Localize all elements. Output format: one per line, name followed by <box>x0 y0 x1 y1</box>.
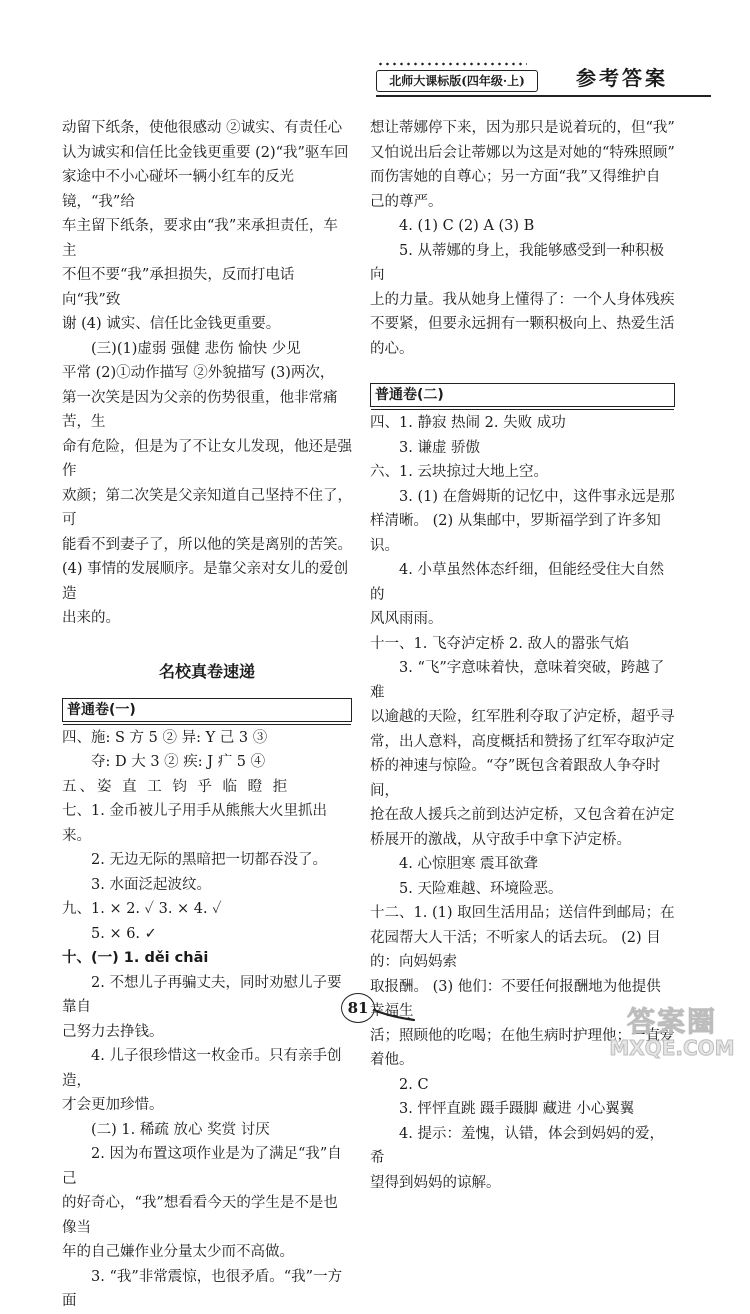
answer-line: 抢在敌人援兵之前到达泸定桥，又包含着在泸定 <box>370 807 675 823</box>
answer-line: 风风雨雨。 <box>370 611 443 627</box>
page-title: 参考答案 <box>576 66 668 90</box>
text-line: 车主留下纸条，要求由“我”来承担责任，车主 <box>62 218 338 259</box>
text-line: (4) 事情的发展顺序。是靠父亲对女儿的爱创造 <box>62 561 349 602</box>
text-line: 5. 从蒂娜的身上，我能够感受到一种积极向 <box>370 242 664 283</box>
answer-line: 3. 水面泛起波纹。 <box>91 876 211 893</box>
answer-line: 九、1. × 2. ✓ 3. × 4. ✓ <box>62 901 222 917</box>
answer-line: 4. 儿子很珍惜这一枚金币。只有亲手创造， <box>62 1048 342 1089</box>
answer-line: 活；照顾他的吃喝；在他生病时护理他；一直爱 <box>370 1027 675 1044</box>
text-line: 想让蒂娜停下来，因为那只是说着玩的，但“我” <box>370 120 675 136</box>
answer-line: 3. 谦虚 骄傲 <box>399 439 481 456</box>
page-number: 81 <box>341 993 375 1023</box>
text-line: 认为诚实和信任比金钱更重要 (2)“我”驱车回 <box>62 144 349 161</box>
text-line: 欢颜；第二次笑是父亲知道自己坚持不住了，可 <box>62 487 352 528</box>
answer-line: 七、1. 金币被儿子用手从熊熊大火里抓出来。 <box>62 803 327 844</box>
answer-line: 2. 不想儿子再骗丈夫，同时劝慰儿子要靠自 <box>62 974 342 1015</box>
answer-line: 4. 提示：羞愧，认错，体会到妈妈的爱，希 <box>370 1125 664 1166</box>
answer-line: 四、施: S 方 5 ② 异: Y 己 3 ③ <box>62 729 268 746</box>
answer-line: 才会更加珍惜。 <box>62 1097 164 1113</box>
answer-line: 4. 小草虽然体态纤细，但能经受住大自然的 <box>370 562 664 603</box>
answer-line: 5. × 6. ✓ <box>91 925 157 942</box>
watermark-logo <box>596 1000 748 1066</box>
left-column <box>62 116 352 1314</box>
text-line: 4. (1) C (2) A (3) B <box>399 218 535 234</box>
text-line: 能看不到妻子了，所以他的笑是离别的苦笑。 <box>62 536 352 553</box>
answer-line: 四、1. 静寂 热闹 2. 失败 成功 <box>370 415 566 431</box>
text-line: 第一次笑是因为父亲的伤势很重，他非常痛苦，生 <box>62 389 338 430</box>
answer-line: 5. 天险难越、环境险恶。 <box>399 880 563 897</box>
text-line: 上的力量。我从她身上懂得了：一个人身体残疾 <box>370 291 675 308</box>
text-line: (三)(1)虚弱 强健 悲伤 愉快 少见 <box>91 340 301 357</box>
answer-line: 桥的神速与惊险。“夺”既包含着跟敌人争夺时间， <box>370 758 661 799</box>
answer-line: 年的自己嫌作业分量太少而不高做。 <box>62 1244 294 1260</box>
exam-box-heading: 普通卷(二) <box>370 383 675 407</box>
answer-line: 3. “我”非常震惊，也很矛盾。“我”一方面 <box>62 1268 343 1309</box>
header-dots-decoration <box>377 61 527 67</box>
exam-box-heading: 普通卷(一) <box>62 698 352 722</box>
answer-line: 六、1. 云块掠过大地上空。 <box>370 464 548 480</box>
answer-line: 的好奇心，“我”想看看今天的学生是不是也像当 <box>62 1195 338 1236</box>
answer-line: 夺: D 大 3 ② 疾: J 疒 5 ④ <box>91 754 266 770</box>
answer-line: 望得到妈妈的谅解。 <box>370 1174 501 1191</box>
answer-line: 常，出人意料，高度概括和赞扬了红军夺取泸定 <box>370 733 675 750</box>
answer-line: 十、(一) 1. děi chāi <box>62 950 209 966</box>
edition-label: 北师大课标版(四年级·上) <box>376 70 538 92</box>
text-line: 平常 (2)①动作描写 ②外貌描写 (3)两次， <box>62 365 335 381</box>
text-line: 己的尊严。 <box>370 193 443 210</box>
answer-line: 3. “飞”字意味着快，意味着突破，跨越了难 <box>370 660 665 701</box>
text-line: 出来的。 <box>62 610 120 626</box>
text-line: 命有危险，但是为了不让女儿发现，他还是强作 <box>62 438 352 479</box>
answer-line: 以逾越的天险，红军胜利夺取了泸定桥，超乎寻 <box>370 709 675 725</box>
answer-line: 2. C <box>399 1076 429 1093</box>
answer-line: 着他。 <box>370 1052 414 1068</box>
answer-line: 十二、1. (1) 取回生活用品；送信件到邮局；在 <box>370 905 675 921</box>
text-line: 不要紧，但要永远拥有一颗积极向上、热爱生活 <box>370 316 675 332</box>
text-line: 的心。 <box>370 340 414 357</box>
section-heading: 名校真卷速递 <box>158 661 255 681</box>
answer-line: 取报酬。 (3) 他们：不要任何报酬地为他提供幸福生 <box>370 978 661 1019</box>
answer-line: 3. 怦怦直跳 蹑手蹑脚 藏进 小心翼翼 <box>399 1101 635 1117</box>
header-rule <box>376 95 711 97</box>
answer-line: 五、姿 直 工 钧 乎 临 瞪 拒 <box>62 778 291 795</box>
text-line: 家途中不小心碰坏一辆小红车的反光镜，“我”给 <box>62 169 294 210</box>
answer-line: 花园帮大人干活；不听家人的话去玩。 (2) 目的：向妈妈索 <box>370 929 661 970</box>
text-line: 而伤害她的自尊心；另一方面“我”又得维护自 <box>370 169 661 185</box>
pen-icon <box>372 1006 416 1022</box>
text-line: 谢 (4) 诚实、信任比金钱更重要。 <box>62 316 281 332</box>
answer-line: 己努力去挣钱。 <box>62 1023 164 1040</box>
text-line: 动留下纸条，使他很感动 ②诚实、有责任心 <box>62 120 343 136</box>
answer-line: 4. 心惊胆寒 震耳欲聋 <box>399 856 539 872</box>
answer-line: 3. (1) 在詹姆斯的记忆中，这件事永远是那 <box>399 488 675 505</box>
answer-line: 十一、1. 飞夺泸定桥 2. 敌人的嚣张气焰 <box>370 635 629 652</box>
watermark-url: MXQE.COM <box>609 1036 735 1060</box>
text-line: 又怕说出后会让蒂娜以为这是对她的“特殊照顾” <box>370 144 675 161</box>
answer-line: 2. 无边无际的黑暗把一切都吞没了。 <box>91 852 327 868</box>
answer-line: 样清晰。 (2) 从集邮中，罗斯福学到了许多知识。 <box>370 513 661 554</box>
answer-line: 2. 因为布置这项作业是为了满足“我”自己 <box>62 1146 342 1187</box>
text-line: 不但不要“我”承担损失，反而打电话向“我”致 <box>62 267 295 308</box>
answer-line: 桥展开的激战，从守敌手中拿下泸定桥。 <box>370 831 631 848</box>
answer-line: (二) 1. 稀疏 放心 奖赏 讨厌 <box>91 1121 270 1138</box>
watermark-main: 答案圈 <box>626 1005 717 1038</box>
